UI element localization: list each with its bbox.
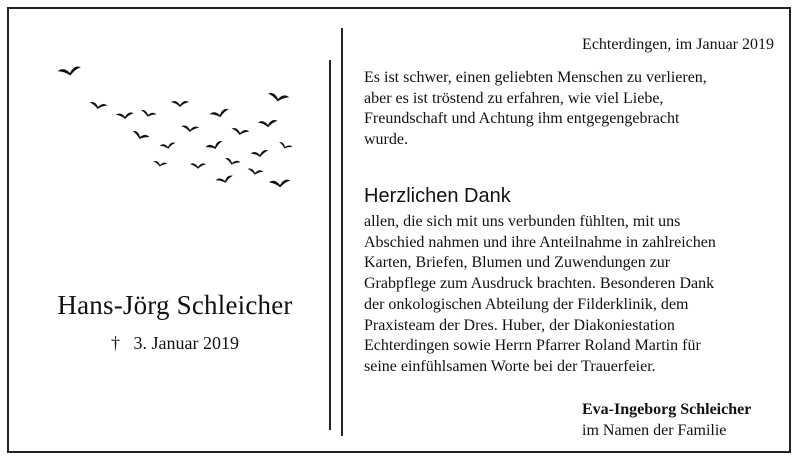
bird-shape	[116, 112, 134, 120]
intro-line: Es ist schwer, einen geliebten Menschen zu verlieren,	[364, 69, 707, 86]
bird-shape	[258, 120, 278, 128]
bird-shape	[171, 101, 189, 107]
dateline: Echterdingen, im Januar 2019	[582, 36, 774, 53]
cross-symbol: †	[111, 333, 120, 353]
bird-shape	[131, 130, 150, 142]
bird-shape	[89, 101, 108, 110]
death-date-line	[30, 333, 320, 354]
thanks-paragraph	[364, 212, 780, 378]
bird-shape	[224, 157, 241, 166]
thanks-line: Abschied nahmen und ihre Anteilnahme in zahlreichen	[364, 233, 716, 251]
thanks-line: Grabpflege zum Ausdruck brachten. Besonderen Dank	[364, 275, 715, 293]
bird-shape	[231, 127, 250, 136]
bird-shape	[278, 142, 293, 151]
bird-shape	[190, 163, 206, 168]
deceased-name: Hans-Jörg Schleicher	[57, 290, 293, 320]
bird-shape	[209, 108, 230, 119]
bird-shape	[153, 161, 168, 168]
thanks-line: der onkologischen Abteilung der Filderklinik, dem	[364, 295, 689, 313]
bird-shape	[267, 92, 290, 103]
bird-shape	[215, 175, 234, 185]
thanks-line: seine einfühlsamen Worte bei der Trauerfeier.	[364, 357, 656, 375]
bird-shape	[269, 179, 291, 188]
signature-name: Eva-Ingeborg Schleicher	[582, 401, 752, 418]
thanks-line: Echterdingen sowie Herrn Pfarrer Roland Martin für	[364, 337, 701, 355]
signature-subline: im Namen der Familie	[582, 422, 727, 439]
intro-line: wurde.	[364, 131, 408, 149]
bird-shape	[181, 125, 199, 133]
divider-right	[341, 28, 343, 436]
bird-shape	[58, 66, 82, 78]
thanks-heading: Herzlichen Dank	[364, 185, 511, 207]
flock-of-birds-icon	[40, 55, 300, 205]
intro-line: aber es ist tröstend zu erfahren, wie viel Liebe,	[364, 89, 664, 107]
thanks-line: Karten, Briefen, Blumen und Zuwendungen zur	[364, 254, 671, 272]
bird-shape	[247, 168, 264, 176]
intro-line: Freundschaft und Achtung ihm entgegengebracht	[364, 110, 680, 128]
bird-shape	[250, 149, 269, 158]
thanks-line: Praxisteam der Dres. Huber, der Diakoniestation	[364, 316, 675, 334]
bird-shape	[159, 142, 176, 150]
divider-left	[329, 60, 331, 430]
bird-shape	[205, 140, 224, 152]
bird-shape	[140, 109, 157, 118]
intro-paragraph	[364, 68, 780, 151]
thanks-line: allen, die sich mit uns verbunden fühlten, mit uns	[364, 213, 681, 230]
death-date: 3. Januar 2019	[133, 333, 239, 353]
